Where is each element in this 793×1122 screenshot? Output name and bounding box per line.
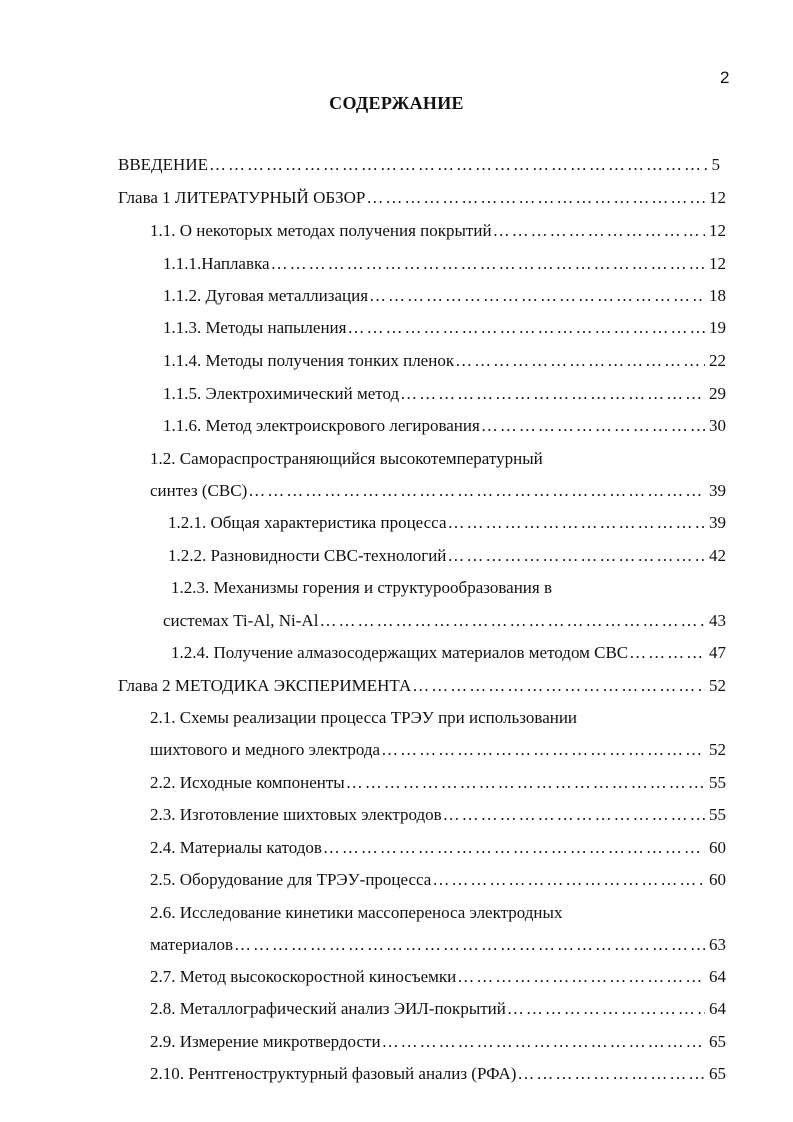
- toc-entry-label: 2.7. Метод высокоскоростной киносъемки: [150, 967, 457, 986]
- toc-entry: [118, 188, 726, 212]
- leader-dots: [443, 805, 705, 825]
- toc-entry-page: 19: [709, 318, 726, 337]
- toc-entry-label: системах Ti-Al, Ni-Al: [163, 611, 319, 630]
- toc-entry-label: 1.2.1. Общая характеристика процесса: [168, 513, 447, 532]
- toc-entry-label: Глава 1 ЛИТЕРАТУРНЫЙ ОБЗОР: [118, 188, 366, 207]
- toc-entry-page: 65: [709, 1064, 726, 1083]
- page-number: 2: [720, 68, 730, 87]
- toc-entry: [150, 221, 726, 245]
- toc-entry-label: 1.1.5. Электрохимический метод: [163, 384, 400, 403]
- toc-entry-page: 55: [709, 773, 726, 792]
- toc-entry-page: 64: [709, 967, 726, 986]
- toc-entry: [171, 578, 726, 602]
- toc-entry-label: ВВЕДЕНИЕ: [118, 155, 208, 174]
- toc-entry-page: 12: [709, 188, 726, 207]
- toc-entry-label: 1.2.3. Механизмы горения и структурообразования в: [171, 578, 552, 597]
- toc-entry: [168, 546, 726, 570]
- leader-dots: [517, 1064, 705, 1084]
- leader-dots: [271, 254, 705, 274]
- toc-entry-label: 1.1.4. Методы получения тонких пленок: [163, 351, 455, 370]
- toc-entry-page: 5: [711, 155, 720, 174]
- leader-dots: [412, 676, 705, 696]
- leader-dots: [319, 611, 705, 631]
- toc-entry-label: материалов: [150, 935, 234, 954]
- toc-entry-label: 2.9. Измерение микротвердости: [150, 1032, 381, 1051]
- leader-dots: [481, 416, 705, 436]
- toc-entry-page: 39: [709, 481, 726, 500]
- leader-dots: [209, 155, 708, 175]
- toc-entry-label: синтез (СВС): [150, 481, 248, 500]
- leader-dots: [629, 643, 705, 663]
- toc-entry-page: 42: [709, 546, 726, 565]
- leader-dots: [447, 546, 705, 566]
- toc-entry-page: 39: [709, 513, 726, 532]
- toc-entry-label: шихтового и медного электрода: [150, 740, 381, 759]
- toc-entry-label: 1.2. Самораспространяющийся высокотемпературный: [150, 449, 543, 468]
- toc-entry: [118, 676, 726, 700]
- toc-entry: [150, 1032, 726, 1056]
- leader-dots: [455, 351, 705, 371]
- toc-entry-label: 2.4. Материалы катодов: [150, 838, 322, 857]
- toc-entry-page: 30: [709, 416, 726, 435]
- leader-dots: [234, 935, 705, 955]
- toc-entry-page: 12: [709, 254, 726, 273]
- toc-entry-label: 2.6. Исследование кинетики массопереноса электродных: [150, 903, 563, 922]
- leader-dots: [493, 221, 705, 241]
- toc-entry-label: 1.1.1.Наплавка: [163, 254, 270, 273]
- toc-entry-page: 63: [709, 935, 726, 954]
- toc-entry: [163, 286, 726, 310]
- toc-entry: [150, 481, 726, 505]
- leader-dots: [346, 773, 705, 793]
- toc-entry: [150, 903, 726, 927]
- toc-entry: [150, 449, 726, 473]
- toc-entry-page: 60: [709, 870, 726, 889]
- toc-entry-page: 18: [709, 286, 726, 305]
- leader-dots: [366, 188, 705, 208]
- leader-dots: [382, 1032, 705, 1052]
- toc-entry-label: 2.10. Рентгеноструктурный фазовый анализ (РФА): [150, 1064, 517, 1083]
- toc-entry-label: 2.8. Металлографический анализ ЭИЛ-покрытий: [150, 999, 506, 1018]
- toc-entry-label: 1.1.2. Дуговая металлизация: [163, 286, 369, 305]
- leader-dots: [447, 513, 705, 533]
- toc-entry: [163, 611, 726, 635]
- page-title: СОДЕРЖАНИЕ: [329, 93, 464, 113]
- toc-entry-label: 2.1. Схемы реализации процесса ТРЭУ при использовании: [150, 708, 578, 727]
- leader-dots: [432, 870, 705, 890]
- toc-entry-label: 2.3. Изготовление шихтовых электродов: [150, 805, 442, 824]
- toc-entry: [150, 773, 726, 797]
- toc-entry: [150, 935, 726, 959]
- leader-dots: [248, 481, 705, 501]
- leader-dots: [507, 999, 705, 1019]
- toc-entry-label: 1.2.4. Получение алмазосодержащих материалов методом СВС: [171, 643, 629, 662]
- toc-entry-page: 52: [709, 740, 726, 759]
- toc-entry: [150, 999, 726, 1023]
- toc-entry-page: 55: [709, 805, 726, 824]
- leader-dots: [369, 286, 705, 306]
- toc-entry: [150, 870, 726, 894]
- toc-entry-label: 1.1. О некоторых методах получения покрытий: [150, 221, 492, 240]
- toc-entry-label: 1.1.6. Метод электроискрового легирования: [163, 416, 480, 435]
- toc-entry: [163, 384, 726, 408]
- toc-entry-label: Глава 2 МЕТОДИКА ЭКСПЕРИМЕНТА: [118, 676, 412, 695]
- toc-entry: [150, 1064, 726, 1088]
- toc-entry: [163, 416, 726, 440]
- toc-entry: [150, 805, 726, 829]
- toc-entry-page: 64: [709, 999, 726, 1018]
- toc-entry-label: 1.1.3. Методы напыления: [163, 318, 347, 337]
- leader-dots: [323, 838, 705, 858]
- leader-dots: [381, 740, 705, 760]
- toc-entry-page: 47: [709, 643, 726, 662]
- toc-entry: [163, 318, 726, 342]
- toc-entry-page: 29: [709, 384, 726, 403]
- toc-entry: [150, 838, 726, 862]
- leader-dots: [400, 384, 705, 404]
- toc-entry: [168, 513, 726, 537]
- toc-entry: [150, 740, 726, 764]
- toc-entry: [150, 708, 726, 732]
- toc-entry-page: 60: [709, 838, 726, 857]
- toc-entry: [163, 351, 726, 375]
- toc-entry: [171, 643, 726, 667]
- toc-entry: [150, 967, 726, 991]
- toc-entry-page: 65: [709, 1032, 726, 1051]
- toc-entry-label: 2.5. Оборудование для ТРЭУ-процесса: [150, 870, 432, 889]
- toc-entry: [163, 254, 726, 278]
- toc-entry-label: 1.2.2. Разновидности СВС-технологий: [168, 546, 447, 565]
- toc-entry-page: 43: [709, 611, 726, 630]
- toc-entry-page: 12: [709, 221, 726, 240]
- toc-entry: [118, 155, 720, 179]
- leader-dots: [347, 318, 705, 338]
- toc-entry-label: 2.2. Исходные компоненты: [150, 773, 345, 792]
- toc-entry-page: 52: [709, 676, 726, 695]
- toc-entry-page: 22: [709, 351, 726, 370]
- leader-dots: [457, 967, 705, 987]
